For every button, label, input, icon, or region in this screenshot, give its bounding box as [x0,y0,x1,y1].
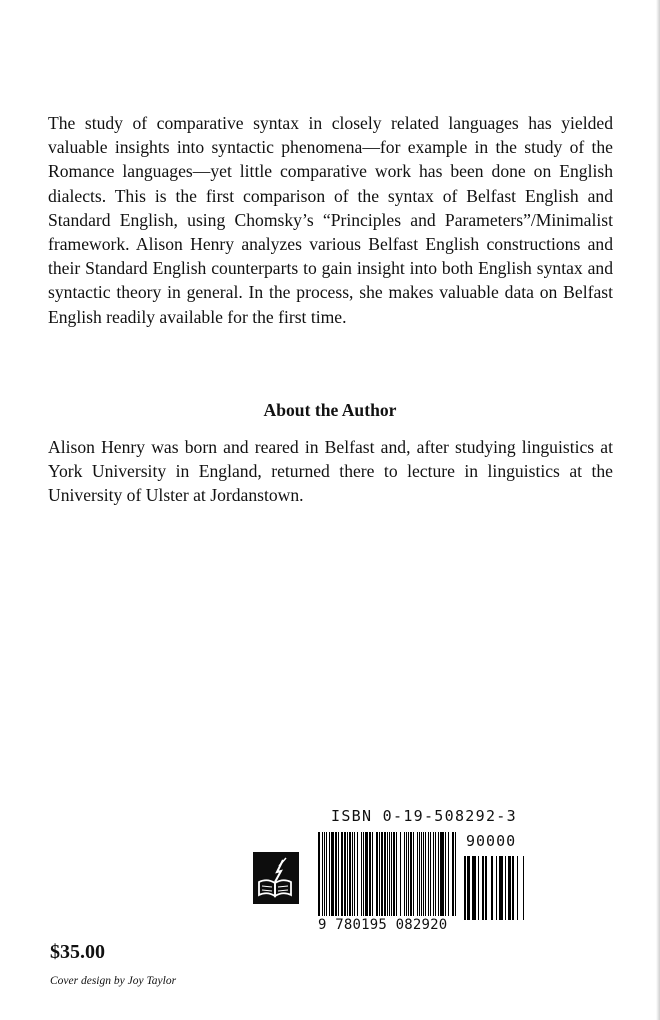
book-description: The study of comparative syntax in closely related languages has yielded valuable insights into syntactic phenomena—for example in the study of the Romance languages—yet little comparative work has been done on English dialects. This is the first comparison of the syntax of Belfast English and Standard English, using Chomsky’s “Principles and Parameters”/Minimalist framework. Alison Henry analyzes various Belfast English constructions and their Standard English counterparts to gain insight into both English syntax and syntactic theory in general. In the process, she makes valuable data on Belfast English readily available for the first time. [48,113,613,327]
about-author-text: Alison Henry was born and reared in Belfast and, after studying linguistics at York University in England, returned there to lecture in linguistics at the University of Ulster at Jordanstown. [48,437,613,506]
about-author-heading: About the Author [263,400,397,420]
cover-design-credit: Cover design by Joy Taylor [50,975,177,987]
barcode-space [456,832,457,916]
page-edge-shadow [656,0,660,1020]
isbn-barcode [318,832,458,916]
barcode-bar [523,856,525,920]
barcode-number: 9 780195 082920 [318,917,448,933]
price: $35.00 [50,941,105,963]
price-addon-digits: 90000 [466,832,517,850]
price-addon-barcode [464,856,524,920]
open-book-torch-logo-icon [253,852,299,904]
isbn-label: ISBN 0-19-508292-3 [331,807,517,825]
